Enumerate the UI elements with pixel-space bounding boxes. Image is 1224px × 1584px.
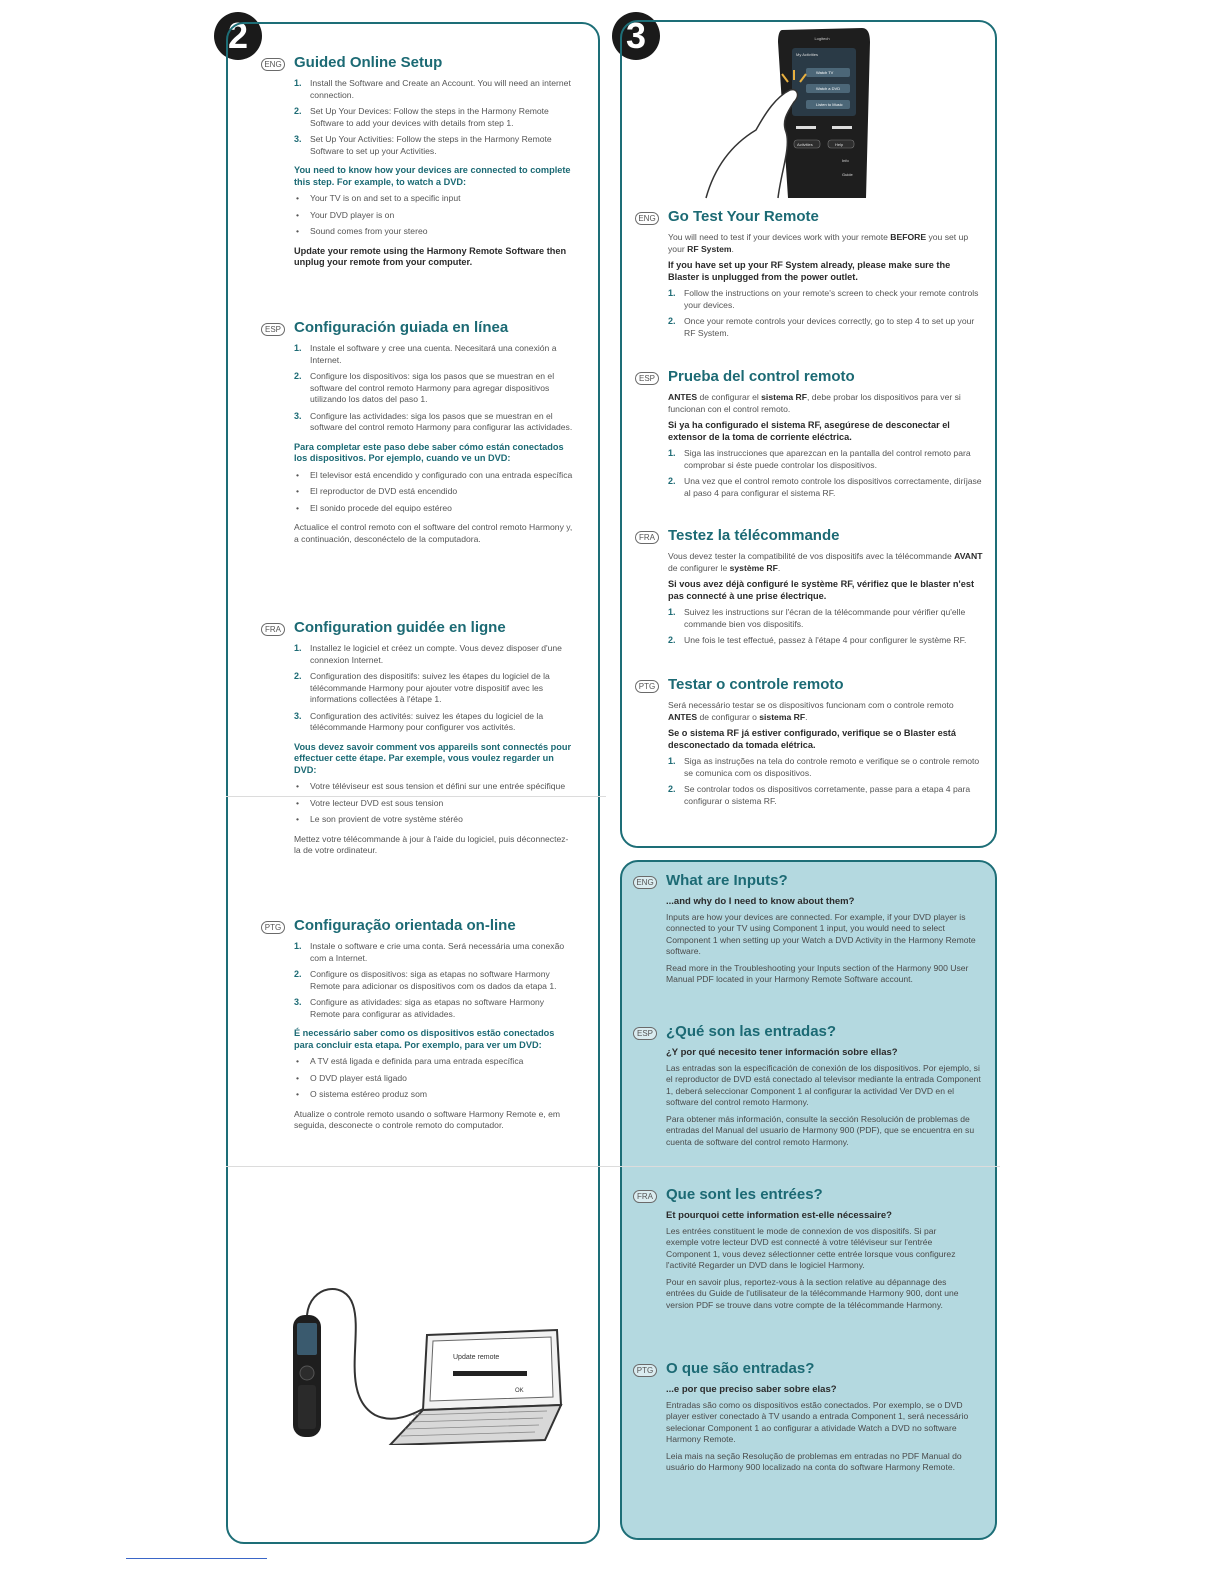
closing-text: Actualice el control remoto con el software del control remoto Harmony y, a continuación, desconéctelo de la computadora.	[294, 522, 573, 544]
lang-badge: ESP	[635, 372, 659, 385]
remote-menu-title: My Activities	[796, 52, 819, 57]
paragraph: Les entrées constituent le mode de connexion de vos dispositifs. Si par exemple votre lecteur DVD est connecté à votre téléviseur sur l'entrée Component 1, vous devez sélectionner cette entrée lorsque vous configurez l'activité Regarder un DVD dans le logiciel Harmony.	[666, 1225, 956, 1270]
warning-text: Si vous avez déjà configuré le système RF, vérifiez que le blaster n'est pas connecté à une prise électrique.	[668, 579, 974, 601]
lang-badge: PTG	[633, 1364, 657, 1377]
section-title: Prueba del control remoto	[668, 368, 855, 385]
harmony-remote-icon	[293, 1315, 321, 1437]
lang-badge: ENG	[633, 876, 657, 889]
list-item: Configuration des dispositifs: suivez les étapes du logiciel de la télécommande Harmony pour ajouter votre dispositif avec les informations collectées à l'étape 1.	[310, 671, 550, 704]
list-item: Una vez que el control remoto controle los dispositivos correctamente, diríjase al paso 4 para configurar el sistema RF.	[684, 476, 982, 498]
list-item: • Your TV is on and set to a specific input	[294, 193, 574, 205]
warning-text: Se o sistema RF já estiver configurado, verifique se o Blaster está desconectado da tomada elétrica.	[668, 728, 956, 750]
section-title: Configuración guiada en línea	[294, 319, 509, 336]
closing-text: Atualize o controle remoto usando o software Harmony Remote e, em seguida, desconecte o controle remoto do computador.	[294, 1108, 561, 1130]
list-item: Instale el software y cree una cuenta. Necesitará una conexión a Internet.	[310, 343, 557, 365]
closing-text: Mettez votre télécommande à jour à l'aide du logiciel, puis déconnectez-la de votre ordinateur.	[294, 833, 569, 855]
list-item: Configuration des activités: suivez les étapes du logiciel de la télécommande Harmony pour configurer vos activités.	[310, 710, 544, 732]
step-2-badge: 2	[214, 12, 262, 60]
ok-button-label: OK	[515, 1388, 524, 1394]
paragraph: Leia mais na seção Resolução de problemas em entradas no PDF Manual do usuário do Harmony 900 localizado na conta do software Harmony Remote.	[666, 1450, 962, 1472]
section-title: Configuration guidée en ligne	[294, 619, 506, 636]
list-item: Installez le logiciel et créez un compte. Vous devez disposer d'une connexion Internet.	[310, 643, 562, 665]
list-item: Configure las actividades: siga los pasos que se muestran en el software del control remoto Harmony para configurar las actividades.	[310, 410, 573, 432]
list-item: Follow the instructions on your remote's screen to check your remote controls your devices.	[684, 288, 979, 310]
section-title: ¿Qué son las entradas?	[666, 1023, 837, 1040]
remote-button-label: Help	[835, 142, 844, 147]
closing-text: Update your remote using the Harmony Remote Software then unplug your remote from your computer.	[294, 245, 567, 267]
section-subtitle: ...e por que preciso saber sobre elas?	[666, 1384, 837, 1395]
update-progress-bar	[453, 1371, 527, 1376]
remote-menu-item: Listen to Music	[816, 102, 843, 107]
list-item: Suivez les instructions sur l'écran de la télécommande pour vérifier qu'elle commande bien vos dispositifs.	[684, 607, 966, 629]
list-item: • Your DVD player is on	[294, 210, 574, 222]
list-item: • A TV está ligada e definida para uma entrada específica	[294, 1056, 576, 1068]
connection-note: Para completar este paso debe saber cómo están conectados los dispositivos. Por ejemplo, cuando ve un DVD:	[294, 441, 564, 463]
list-item: • Sound comes from your stereo	[294, 226, 574, 238]
paragraph: Las entradas son la especificación de conexión de los dispositivos. Por ejemplo, si el reproductor de DVD está conectado al televisor mediante la entrada Component 1, deberá seleccionar Component 1 al configurar la actividad Ver DVD en el software del control remoto Harmony.	[666, 1062, 981, 1107]
list-item: Once your remote controls your devices correctly, go to step 4 to set up your RF System.	[684, 316, 975, 338]
list-item: Siga las instrucciones que aparezcan en la pantalla del control remoto para comprobar si éste puede controlar los dispositivos.	[684, 448, 971, 470]
step-3-badge: 3	[612, 12, 660, 60]
section-title: Testez la télécommande	[668, 527, 840, 544]
list-item: • El sonido procede del equipo estéreo	[294, 503, 574, 515]
paragraph: Inputs are how your devices are connected. For example, if your DVD player is connected to your TV using Component 1 input, you would need to select Component 1 when setting up your Watch a DVD Activity in the Harmony Remote software.	[666, 911, 976, 956]
remote-menu-item: Watch TV	[816, 70, 834, 75]
lang-badge: ESP	[261, 323, 285, 336]
list-item: Instale o software e crie uma conta. Será necessária uma conexão com a Internet.	[310, 941, 565, 963]
lang-badge: ENG	[261, 58, 285, 71]
lang-badge: FRA	[633, 1190, 657, 1203]
list-item: • O DVD player está ligado	[294, 1073, 576, 1085]
intro-text: Vous devez tester la compatibilité de vos dispositifs avec la télécommande AVANT de configurer le système RF.	[668, 551, 983, 573]
remote-laptop-illustration	[285, 1285, 570, 1445]
list-item: • Votre lecteur DVD est sous tension	[294, 798, 574, 810]
warning-text: If you have set up your RF System already, please make sure the Blaster is unplugged from the power outlet.	[668, 260, 951, 282]
harmony-remote-icon	[778, 28, 870, 198]
section-subtitle: Et pourquoi cette information est-elle nécessaire?	[666, 1210, 892, 1221]
connection-note: Vous devez savoir comment vos appareils sont connectés pour effectuer cette étape. Par exemple, vous voulez regarder un DVD:	[294, 741, 572, 775]
footer-link-underline	[126, 1558, 267, 1559]
lang-badge: ENG	[635, 212, 659, 225]
list-item: • Le son provient de votre système stéréo	[294, 814, 574, 826]
paragraph: Entradas são como os dispositivos estão conectados. Por exemplo, se o DVD player estiver conectado à TV usando a entrada Component 1, será necessário selecionar Component 1 ao configurar a atividade Watch a DVD no software Harmony Remote.	[666, 1399, 969, 1444]
list-item: Install the Software and Create an Account. You will need an internet connection.	[310, 78, 571, 100]
list-item: Configure los dispositivos: siga los pasos que se muestran en el software del control remoto Harmony para agregar dispositivos utilizando los datos del paso 1.	[310, 371, 555, 404]
laptop-icon	[390, 1330, 561, 1445]
connection-note: É necessário saber como os dispositivos estão conectados para concluir esta etapa. Por exemplo, para ver um DVD:	[294, 1028, 555, 1050]
section-title: O que são entradas?	[666, 1360, 815, 1377]
list-item: Configure as atividades: siga as etapas no software Harmony Remote para configurar as atividades.	[310, 997, 545, 1019]
lang-badge: FRA	[261, 623, 285, 636]
fold-line	[226, 796, 606, 797]
list-item: Siga as instruções na tela do controle remoto e verifique se o controle remoto se comunica com os dispositivos.	[684, 756, 980, 778]
list-item: • El televisor está encendido y configurado con una entrada específica	[294, 470, 574, 482]
remote-touch-illustration	[696, 22, 876, 200]
fold-line	[226, 1166, 1000, 1167]
paragraph: Read more in the Troubleshooting your Inputs section of the Harmony 900 User Manual PDF located in your Harmony Remote Software account.	[666, 962, 969, 984]
paragraph: Pour en savoir plus, reportez-vous à la section relative au dépannage des entrées du Guide de l'utilisateur de la télécommande Harmony 900, dont une version PDF se trouve dans votre compte de la télécommande Harmony.	[666, 1276, 959, 1310]
lang-badge: PTG	[635, 680, 659, 693]
section-title: Go Test Your Remote	[668, 208, 819, 225]
list-item: Configure os dispositivos: siga as etapas no software Harmony Remote para adicionar os dispositivos com os dados da etapa 1.	[310, 969, 557, 991]
list-item: • El reproductor de DVD está encendido	[294, 486, 574, 498]
intro-text: Será necessário testar se os dispositivos funcionam com o controle remoto ANTES de configurar o sistema RF.	[668, 700, 954, 722]
remote-button-label: Activities	[797, 142, 813, 147]
remote-button-label: Guide	[842, 172, 853, 177]
lang-badge: FRA	[635, 531, 659, 544]
section-title: Testar o controle remoto	[668, 676, 844, 693]
list-item: • Votre téléviseur est sous tension et défini sur une entrée spécifique	[294, 781, 574, 793]
section-subtitle: ¿Y por qué necesito tener información sobre ellas?	[666, 1047, 898, 1058]
section-title: Que sont les entrées?	[666, 1186, 823, 1203]
remote-brand: Logitech	[814, 36, 830, 41]
list-item: Une fois le test effectué, passez à l'étape 4 pour configurer le système RF.	[684, 635, 967, 645]
section-title: Guided Online Setup	[294, 54, 443, 71]
section-subtitle: ...and why do I need to know about them?	[666, 896, 855, 907]
remote-button-label: Info	[842, 158, 849, 163]
paragraph: Para obtener más información, consulte la sección Resolución de problemas de entradas del Manual del usuario de Harmony 900 (PDF), que se encuentra en su cuenta de software del control remoto Harmony.	[666, 1113, 975, 1147]
section-title: What are Inputs?	[666, 872, 788, 889]
intro-text: You will need to test if your devices work with your remote BEFORE you set up your RF System.	[668, 232, 969, 254]
list-item: • O sistema estéreo produz som	[294, 1089, 576, 1101]
section-title: Configuração orientada on-line	[294, 917, 516, 934]
lang-badge: ESP	[633, 1027, 657, 1040]
connection-note: You need to know how your devices are connected to complete this step. For example, to watch a DVD:	[294, 165, 571, 187]
lang-badge: PTG	[261, 921, 285, 934]
list-item: Set Up Your Activities: Follow the steps in the Harmony Remote Software to set up your Activities.	[310, 134, 552, 156]
warning-text: Si ya ha configurado el sistema RF, asegúrese de desconectar el extensor de la toma de corriente eléctrica.	[668, 420, 950, 442]
intro-text: ANTES de configurar el sistema RF, debe probar los dispositivos para ver si funcionan con el control remoto.	[668, 392, 961, 414]
list-item: Se controlar todos os dispositivos corretamente, passe para a etapa 4 para configurar o sistema RF.	[684, 784, 971, 806]
update-remote-dialog-title: Update remote	[453, 1354, 500, 1361]
remote-menu-item: Watch a DVD	[816, 86, 841, 91]
list-item: Set Up Your Devices: Follow the steps in the Harmony Remote Software to add your devices with details from step 1.	[310, 106, 549, 128]
